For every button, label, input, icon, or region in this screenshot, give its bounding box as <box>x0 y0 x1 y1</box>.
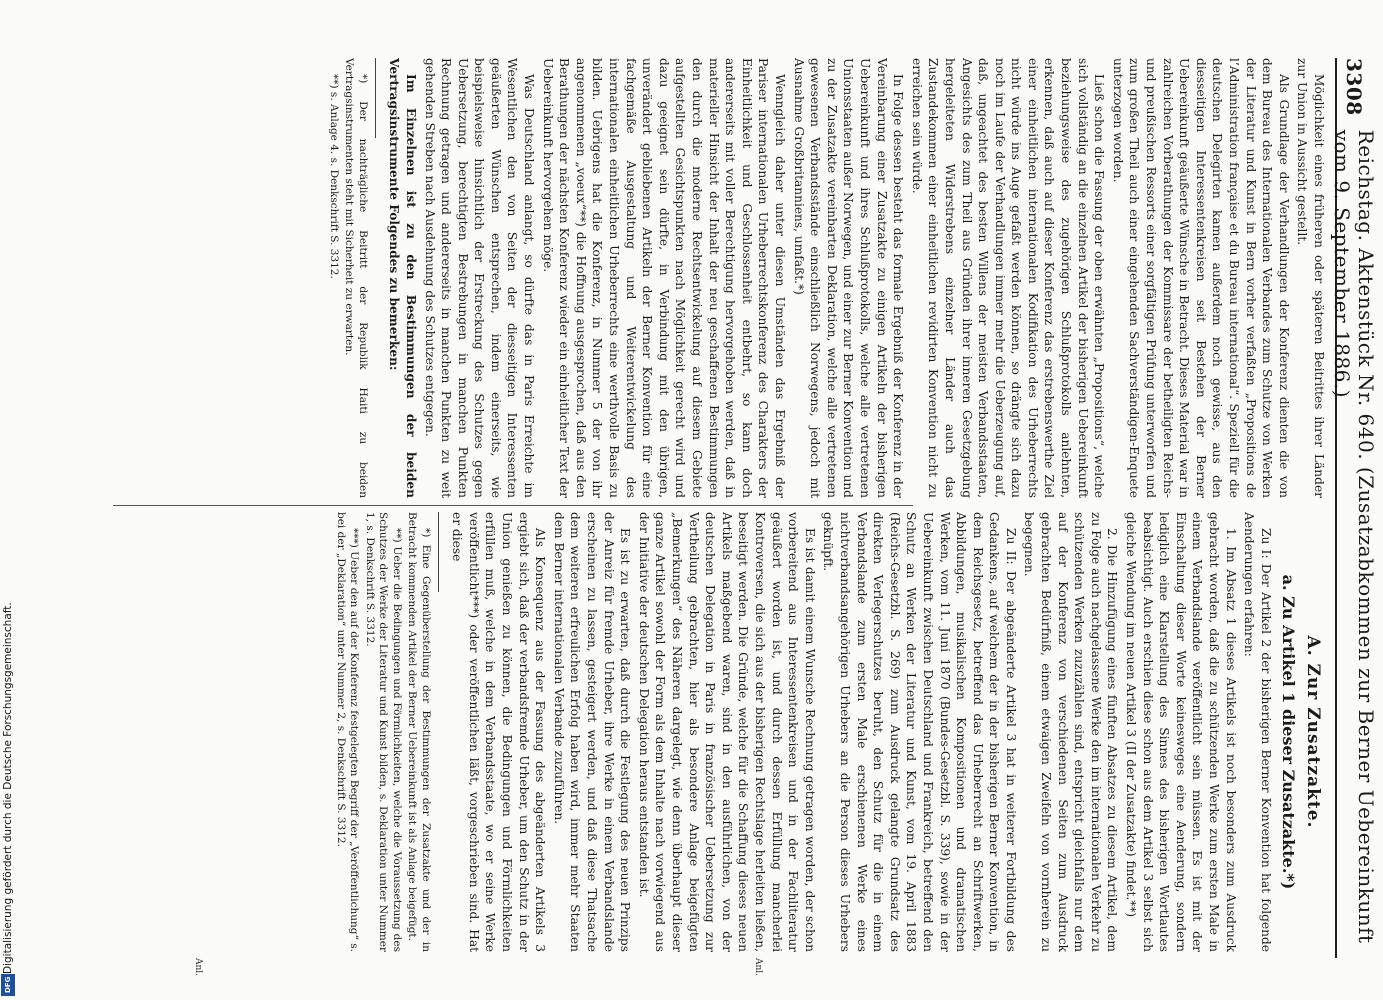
paragraph: Ließ schon die Fassung der oben erwähnten „Propositions“, welche sich vollständig an die einzelnen Artikel der bisherigen Uebereinkunft beziehungsweise des zugehörigen Schlußprotokolls anlehnten, erkennen, daß auch auf dieser Konferenz das erstrebenswerthe Ziel einer einheitlichen internationalen Kodifikation des Urheberrechts nicht würde ins Auge gefaßt werden können, so drängte sich dazu noch im Laufe der Verhandlungen immer mehr die Ueberzeugung auf, daß, ungeachtet des besten Willens der meisten Verbandsstaaten, Angesichts des zum Theil aus Gründen ihrer inneren Gesetzgebung hergeleiteten Widerstrebens einzelner Länder auch das Zustandekommen einer einheitlichen revidirten Konvention nicht zu erreichen sein würde. <box>909 58 1107 498</box>
margin-note: Anl. <box>753 958 763 977</box>
paragraph: Es ist damit einem Wunsche Rechnung getragen worden, der schon vorbereitend aus Interessentenkreisen und in der Fachliteratur geäußert worden ist, und durch dessen Erfüllung mancherlei Kontroversen, die sich aus der bisherigen Rechtslage herleiten ließen, beseitigt werden. Die Gründe, welche für die Schaffung dieses neuen Artikels maßgebend waren, sind in den ausführlichen, von der deutschen Delegation in Paris in französischer Uebersetzung zur Vertheilung gebrachten, hier als besondere Anlage beigefügten „Bemerkungen“ des Näheren dargelegt, wie denn überhaupt dieser ganze Artikel sowohl der Form als dem Inhalte nach vorwiegend aus der Initiative der deutschen Delegation heraus entstanden ist. <box>636 512 817 952</box>
subsection-title: a. Zu Artikel 1 dieser Zusatzakte.*) <box>1279 574 1299 890</box>
right-text-column <box>112 512 1327 952</box>
paragraph: Im Einzelnen ist zu den Bestimmungen der beiden Vertragsinstrumente Folgendes zu bemerken: <box>387 58 418 498</box>
paragraph: Möglichkeit eines früheren oder späteren Beitrittes ihrer Länder zur Union in Aussicht gestellt. <box>1295 58 1326 498</box>
footnote: *) Eine Gegenüberstellung der Bestimmungen der Zusatzakte und der in Betracht kommenden Artikel der Berner Uebereinkunft ist als Anlage beigefügt. <box>406 512 432 952</box>
paragraph: Was Deutschland anlangt, so dürfte das in Paris Erreichte im Wesentlichen den von Seiten der diesseitigen Interessenten geäußerten Wünschen entsprechen, indem einerseits, wie beispielsweise hinsichtlich der Erstreckung des Schutzes gegen Uebersetzung, berechtigten Bestrebungen in manchen Punkten Rechnung getragen und andererseits in manchen Punkten zu weit gehenden Streben nach Ausdehnung des Schutzes entgegen. <box>422 58 537 498</box>
funding-caption-text: Digitalisierung gefördert durch die Deutsche Forschungsgemeinschaft. <box>2 602 14 974</box>
paragraph: Als Konsequenz aus der Fassung des abgeänderten Artikels 3 ergiebt sich, daß der verbandsfremde Urheber, um den Schutz in der Union genießen zu können, die Bedingungen und Förmlichkeiten erfüllen muß, welche in dem Verbandsstaate, wo er seine Werke veröffentlicht***) oder veröffentlichen läßt, vorgeschrieben sind. Hat er diese <box>450 512 548 952</box>
footnote: **) Ueber die Bedingungen und Förmlichkeiten, welche die Voraussetzung des Schutzes der Werke der Literatur und Kunst bilden, s. Deklaration unter Nummer 1, s. Denkschrift S. 3312. <box>363 512 403 952</box>
paragraph: Zu II: Der abgeänderte Artikel 3 hat in weiterer Fortbildung des Gedankens, auf welchem der in der bisherigen Berner Konvention, in dem Reichsgesetz, betreffend das Urheberrecht an Schriftwerken, Abbildungen, musikalischen Kompositionen und dramatischen Werken, vom 11. Juni 1870 (Bundes-Gesetzbl. S. 339), sowie in der Uebereinkunft zwischen Deutschland und Frankreich, betreffend den Schutz an Werken der Literatur und Kunst, vom 19. April 1883 (Reichs-Gesetzbl. S. 269) zum Ausdruck gelangte Grundsatz des direkten Verlegerschutzes beruht, den Schutz für die in einem Verbandslande zum ersten Male erschienenen Werke eines nichtverbandsangehörigen Urhebers an die Person dieses Urhebers geknüpft. <box>821 512 1018 952</box>
footnote: **) s. Anlage 4. s. Denkschrift S. 3312. <box>327 74 340 279</box>
left-text-column <box>112 58 1327 498</box>
page-header <box>1330 58 1378 958</box>
page-number: 3308 <box>1342 58 1366 116</box>
footnote-divider <box>375 58 376 138</box>
footnote: ***) Ueber den auf der Konferenz festgelegten Begriff der „Veröffentlichung“ s. bei der „Deklaration“ unter Nummer 2, s. Denkschrift S. 3312. <box>334 512 361 952</box>
funding-caption <box>0 0 16 1000</box>
paragraph: In Folge dessen besteht das formale Ergebniß der Konferenz in der Vereinbarung einer Zusatzakte zu einigen Artikeln der bisherigen Uebereinkunft und ihres Schlußprotokolls, welche alle vertretenen Unionsstaaten außer Norwegen, und einer zur Berner Konvention und zu der Zusatzakte vereinbarten Deklaration, welche alle vertretenen gewesenen Verbandsstände einschließlich Norwegens, jedoch mit Ausnahme Großbritanniens, umfaßt.*) <box>791 58 906 498</box>
paragraph: Es ist zu erwarten, daß durch die Festlegung des neuen Prinzips der Anreiz für fremde Urheber, ihre Werke in einem Verbandslande erscheinen zu lassen, gesteigert werden, und daß diese Thatsache dem weiteren erfreulichen Erfolg haben wird, immer mehr Staaten dem Berner internationalen Verbande zuzuführen. <box>551 512 633 952</box>
paragraph: Wenngleich daher unter diesen Umständen das Ergebniß der Pariser internationalen Urheberrechtskonferenz des Charakters der Einheitlichkeit und Geschlossenheit entbehrt, so kann doch andererseits mit voller Berechtigung hervorgehoben werden, daß in materieller Hinsicht der Inhalt der neu geschaffenen Bestimmungen den durch die moderne Rechtsentwickelung auf diesem Gebiete aufgestellten Gesichtspunkten nach Möglichkeit gerecht wird und dazu geeignet sein dürfte, in Verbindung mit den übrigen, unverändert gebliebenen Artikeln der Berner Konvention für eine fachgemäße Ausgestaltung und Weiterentwickelung des internationalen einheitlichen Urheberrechts eine werthvolle Basis zu bilden. Uebrigens hat die Konferenz, in Nummer 5 der von ihr angenommenen „voeux“**) die Hoffnung ausgesprochen, daß aus den Berathungen der nächsten Konferenz wieder ein einheitlicher Text der Uebereinkunft hervorgehen möge. <box>540 58 787 498</box>
paragraph: Als Grundlage der Verhandlungen der Konferenz dienten die von dem Bureau des Internationalen Verbandes zum Schutze von Werken der Literatur und Kunst in Bern vorher verfaßten „Propositions de l’Administration française et du Bureau international“. Speziell für die deutschen Delegirten kamen außerdem noch gewisse, aus den diesseitigen Interessentenkreisen seit Bestehen der Berner Uebereinkunft geäußerte Wünsche in Betracht. Dieses Material war in zahlreichen Vorberathungen der Kommissare der betheiligten Reichs- und preußischen Ressorts einer sorgfältigen Prüfung unterworfen und zum großen Theil auch einer eingehenden Sachverständigen-Enquete unterzogen worden. <box>1110 58 1291 498</box>
page-running-title: Reichstag. Aktenstück Nr. 640. (Zusatzabkommen zur Berner Uebereinkunft vom 9. September 1886.) <box>1330 129 1378 944</box>
margin-note: Anl. <box>193 958 203 977</box>
footnote: *) Der nachträgliche Beitritt der Republik Haiti zu beiden Vertragsinstrumenten steht mit Sicherheit zu erwarten. <box>343 58 369 498</box>
dfg-logo-icon: DFG <box>1 974 15 996</box>
paragraph: 1. Im Absatz 1 dieses Artikels ist noch besonders zum Ausdruck gebracht worden, daß die zu schützenden Werke zum ersten Male in einem Verbandslande veröffentlicht sein müssen. Es ist mit der Einschaltung dieser Worte keinesweges eine Aenderung, sondern lediglich eine Klarstellung des Sinnes des bisherigen Wortlautes beabsichtigt. Auch erschien diese schon aus dem Artikel 3 selbst sich gleiche Wendung im neuen Artikel 3 (II der Zusatzakte) findet.**) <box>1124 512 1238 952</box>
paragraph: 2. Die Hinzufügung eines fünften Absatzes zu diesem Artikel, dem zu Folge auch nachgelassene Werke den im internationalen Verkehr zu schützenden Werken zuzuzählen sind, entspricht gleichfalls nur dem auf der Konferenz von verschiedenen Seiten zum Ausdruck gebrachten Bedürfniß, einem etwaigen Zweifeln von vornherein zu begegnen. <box>1022 512 1120 952</box>
paragraph: Zu I: Der Artikel 2 der bisherigen Berner Konvention hat folgende Aenderungen erfahren: <box>1242 512 1273 952</box>
column-divider <box>113 505 913 506</box>
footnote-divider <box>438 512 439 592</box>
section-title: A. Zur Zusatzakte. <box>1303 635 1323 829</box>
